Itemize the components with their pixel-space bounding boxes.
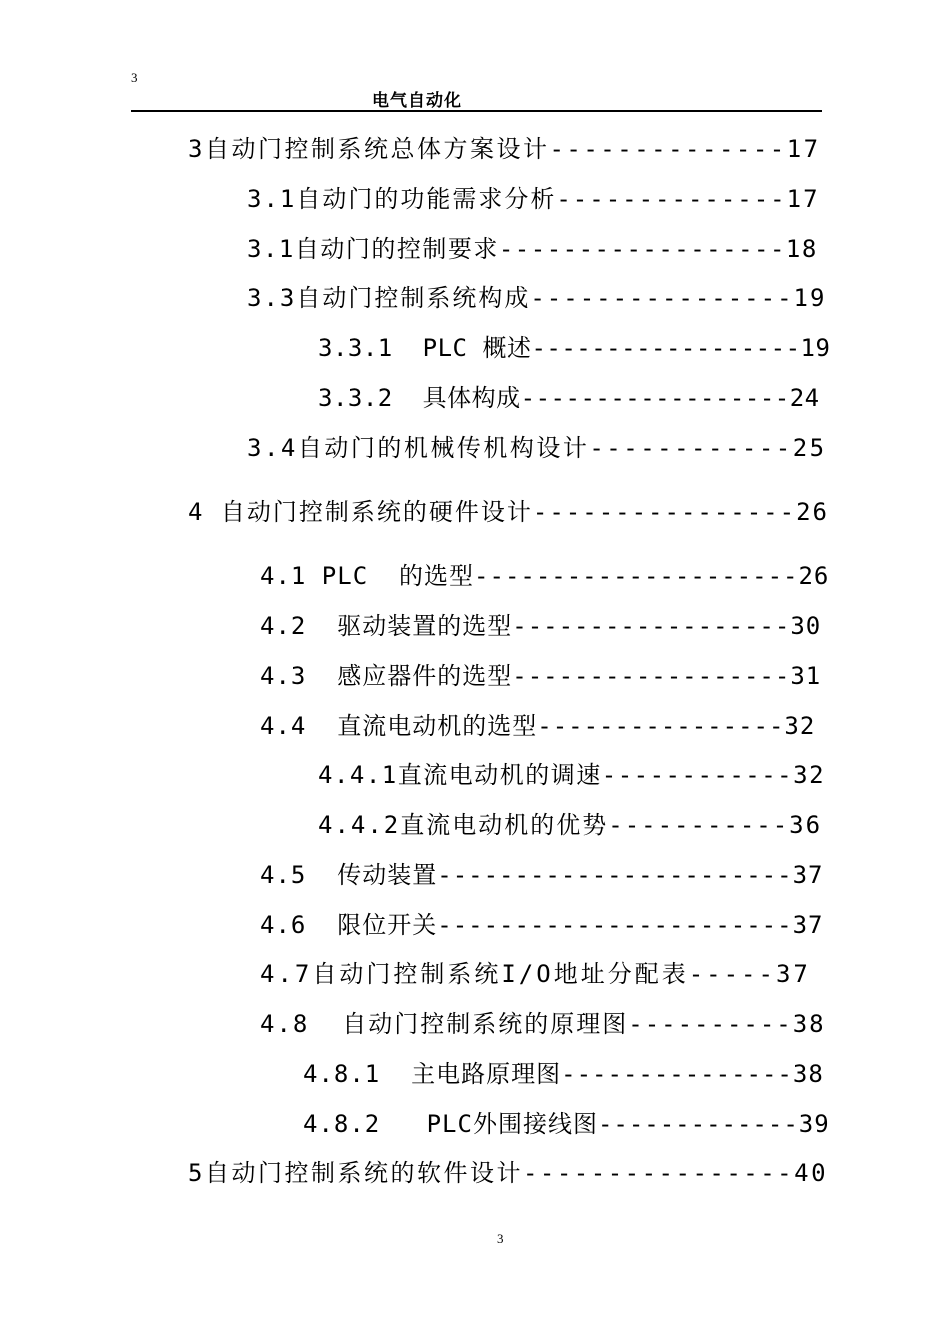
toc-entry-4-8-1[interactable]: 4.8.1 主电路原理图---------------38 xyxy=(303,1060,824,1088)
toc-entry-4-1[interactable]: 4.1 PLC 的选型---------------------26 xyxy=(260,562,830,590)
footer-page-number: 3 xyxy=(497,1231,504,1246)
toc-entry-4-4-2[interactable]: 4.4.2直流电动机的优势-----------36 xyxy=(318,811,823,839)
toc-entry-3-4[interactable]: 3.4自动门的机械传机构设计------------25 xyxy=(247,434,827,462)
toc-entry-4-6[interactable]: 4.6 限位开关-----------------------37 xyxy=(260,911,824,939)
toc-entry-4-8[interactable]: 4.8 自动门控制系统的原理图----------38 xyxy=(260,1010,826,1038)
header-page-number: 3 xyxy=(131,70,138,85)
header-divider xyxy=(131,110,822,112)
toc-entry-4-8-2[interactable]: 4.8.2 PLC外围接线图-------------39 xyxy=(303,1110,830,1138)
toc-entry-3-1-function-analysis[interactable]: 3.1自动门的功能需求分析--------------17 xyxy=(247,185,820,213)
toc-entry-3-3-2[interactable]: 3.3.2 具体构成------------------24 xyxy=(318,384,820,412)
toc-entry-4-4-1[interactable]: 4.4.1直流电动机的调速------------32 xyxy=(318,761,826,789)
toc-entry-4-5[interactable]: 4.5 传动装置-----------------------37 xyxy=(260,861,824,889)
toc-entry-3-1-control-requirements[interactable]: 3.1自动门的控制要求------------------18 xyxy=(247,235,818,263)
toc-entry-chapter-3[interactable]: 3自动门控制系统总体方案设计--------------17 xyxy=(188,135,821,163)
toc-entry-4-2[interactable]: 4.2 驱动装置的选型------------------30 xyxy=(260,612,822,640)
toc-entry-3-3-1[interactable]: 3.3.1 PLC 概述------------------19 xyxy=(318,334,831,362)
toc-entry-4-3[interactable]: 4.3 感应器件的选型------------------31 xyxy=(260,662,822,690)
toc-entry-3-3[interactable]: 3.3自动门控制系统构成----------------19 xyxy=(247,284,827,312)
toc-entry-chapter-4[interactable]: 4 自动门控制系统的硬件设计----------------26 xyxy=(188,498,829,526)
header-title: 电气自动化 xyxy=(372,91,462,111)
toc-entry-4-7[interactable]: 4.7自动门控制系统I/O地址分配表-----37 xyxy=(260,960,811,988)
toc-entry-4-4[interactable]: 4.4 直流电动机的选型----------------32 xyxy=(260,712,816,740)
toc-entry-chapter-5[interactable]: 5自动门控制系统的软件设计----------------40 xyxy=(188,1159,829,1187)
